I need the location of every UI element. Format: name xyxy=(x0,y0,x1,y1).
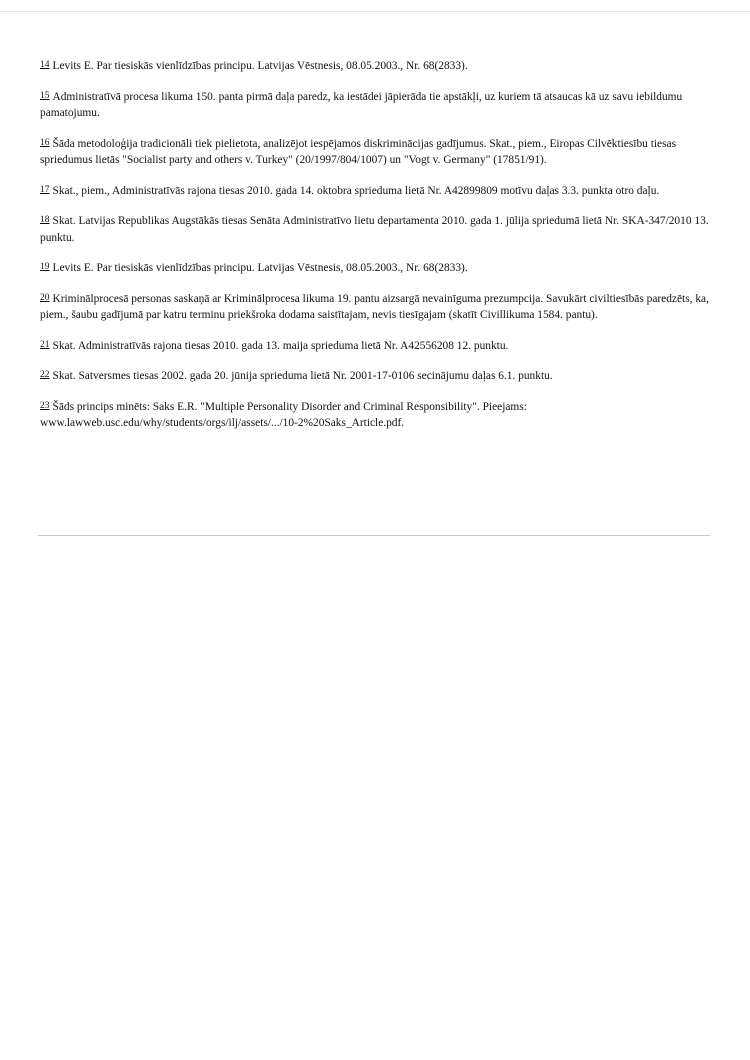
footnote-item xyxy=(40,212,716,246)
footnote-text: Šāds princips minēts: Saks E.R. "Multiple Personality Disorder and Criminal Responsibility". Pieejams: www.lawweb.usc.edu/why/students/orgs/ilj/assets/.../10-2%20Saks_Article.pdf. xyxy=(40,400,527,429)
footnote-item xyxy=(40,135,716,169)
footnote-item xyxy=(40,398,716,432)
footnote-item xyxy=(40,367,716,385)
footnote-text: Skat. Satversmes tiesas 2002. gada 20. jūnija sprieduma lietā Nr. 2001-17-0106 secinājumu daļas 6.1. punktu. xyxy=(52,370,553,382)
footnote-number-link[interactable]: 19 xyxy=(40,262,50,272)
footnote-text: Levits E. Par tiesiskās vienlīdzības principu. Latvijas Vēstnesis, 08.05.2003., Nr. 68(2833). xyxy=(52,262,468,274)
footnote-item xyxy=(40,88,716,122)
footnote-number-link[interactable]: 15 xyxy=(40,90,50,101)
footnote-item xyxy=(40,57,716,75)
footnote-number-link[interactable]: 23 xyxy=(40,400,50,411)
footnote-number-link[interactable]: 18 xyxy=(40,215,50,225)
footnotes-end-divider xyxy=(38,535,710,536)
footnote-item xyxy=(40,290,716,324)
footnote-text: Šāda metodoloģija tradicionāli tiek pielietota, analizējot iespējamos diskriminācijas gadījumus. Skat., piem., Eiropas Cilvēktiesību tiesas spriedumus lietās "Socialist party and others v. Turkey" (20/1997/804/1007) un "Vogt v. Germany" (17851/91). xyxy=(40,137,676,166)
footnote-item xyxy=(40,182,716,200)
footnote-number-link[interactable]: 17 xyxy=(40,184,50,195)
footnote-text: Skat., piem., Administratīvās rajona tiesas 2010. gada 14. oktobra sprieduma lietā Nr. A42899809 motīvu daļas 3.3. punkta otro daļu. xyxy=(52,184,660,197)
footnote-list xyxy=(40,57,716,445)
footnote-number-link[interactable]: 14 xyxy=(40,60,50,70)
footnote-text: Levits E. Par tiesiskās vienlīdzības principu. Latvijas Vēstnesis, 08.05.2003., Nr. 68(2833). xyxy=(52,60,468,72)
footnote-item xyxy=(40,259,716,277)
footnote-number-link[interactable]: 16 xyxy=(40,137,50,148)
top-divider xyxy=(0,11,750,12)
footnote-number-link[interactable]: 20 xyxy=(40,292,50,303)
footnote-text: Skat. Latvijas Republikas Augstākās tiesas Senāta Administratīvo lietu departamenta 2010. gada 1. jūlija spriedumā lietā Nr. SKA-347/2010 13. punktu. xyxy=(40,215,709,244)
footnote-text: Kriminālprocesā personas saskaņā ar Kriminālprocesa likuma 19. pantu aizsargā nevainīguma prezumpcija. Savukārt civiltiesībās paredzēts, ka, piem., šaubu gadījumā par katru terminu priekšroka dodama saistītajam, nevis tiesīgajam (skatīt Civillikuma 1584. pantu). xyxy=(40,292,709,321)
footnote-number-link[interactable]: 21 xyxy=(40,339,50,350)
footnote-number-link[interactable]: 22 xyxy=(40,370,50,380)
footnote-item xyxy=(40,337,716,355)
footnote-text: Skat. Administratīvās rajona tiesas 2010. gada 13. maija sprieduma lietā Nr. A42556208 12. punktu. xyxy=(52,339,509,352)
footnote-text: Administratīvā procesa likuma 150. panta pirmā daļa paredz, ka iestādei jāpierāda tie apstākļi, uz kuriem tā atsaucas kā uz savu iebildumu pamatojumu. xyxy=(40,90,683,119)
